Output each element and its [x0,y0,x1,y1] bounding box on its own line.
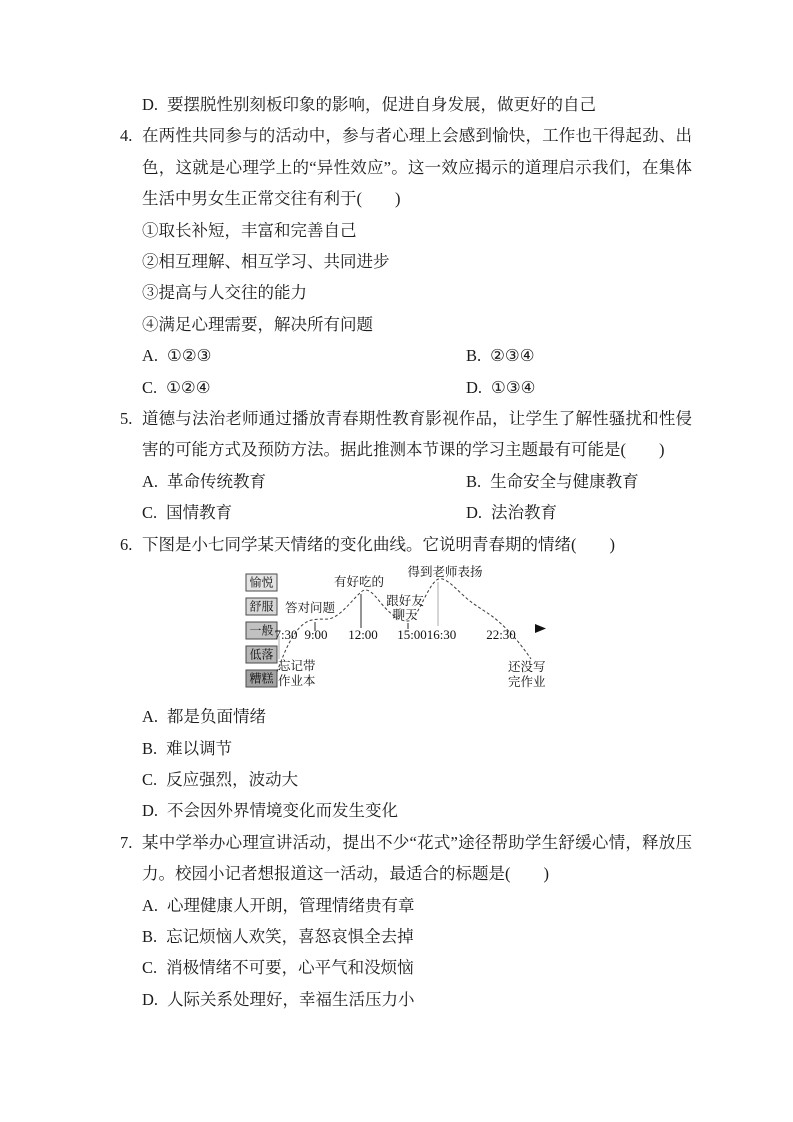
statement-1: ①取长补短，丰富和完善自己 [142,220,357,240]
time-7-30: 7:30 [274,627,298,643]
option-letter: D. [142,989,159,1009]
emotion-curve-svg [240,559,570,705]
option-text: 忘记烦恼人欢笑，喜怒哀惧全去掉 [166,926,414,946]
option-a [142,701,692,732]
options-grid [142,340,692,403]
option-text: 反应强烈，波动大 [166,769,299,789]
option-letter: D. [142,95,159,114]
statement-2: ②相互理解、相互学习、共同进步 [142,252,390,272]
option-b [466,340,692,371]
option-letter: B. [466,346,482,366]
option-a [142,890,692,921]
annotation-unfinished-homework-line2: 完作业 [508,675,546,690]
option-d [142,795,692,826]
option-text: 生命安全与健康教育 [490,471,639,491]
option-text: 消极情绪不可要，心平气和没烦恼 [166,958,414,978]
question-number: 6. [120,534,133,554]
option-a [142,340,466,371]
statement-3: ③提高与人交往的能力 [142,283,307,303]
options-list [142,701,692,827]
option-a [142,466,466,497]
time-15-00: 15:00 [397,627,427,643]
annotation-answered-correctly: 答对问题 [284,601,336,616]
option-text: 法治教育 [491,503,558,523]
option-letter: B. [142,738,158,758]
option-letter: D. [466,377,483,397]
options-grid [142,466,692,529]
option-letter: C. [142,503,158,523]
time-9-00: 9:00 [304,627,328,643]
annotation-teacher-praise: 得到老师表扬 [407,565,483,580]
option-b [142,733,692,764]
option-text: 都是负面情绪 [167,707,267,727]
option-d [142,984,692,1015]
time-16-30: 16:30 [426,627,457,643]
option-text: 革命传统教育 [167,471,267,491]
option-text: ①③④ [491,377,536,397]
question-number: 4. [120,126,133,146]
prev-question-option-d [120,89,692,120]
option-d [466,497,692,528]
axis-arrow-icon [535,624,546,633]
option-text: 心理健康人开朗，管理情绪贵有章 [167,895,415,915]
emotion-curve-chart [240,560,570,701]
annotation-chat-friend-line2: 聊天 [392,608,418,623]
statement-4: ④满足心理需要，解决所有问题 [142,314,373,334]
option-text: ②③④ [490,346,535,366]
annotation-unfinished-homework-line1: 还没写 [508,660,546,675]
option-text: ①②③ [167,346,212,366]
time-12-00: 12:00 [348,627,378,643]
option-text: ①②④ [166,377,211,397]
annotation-forgot-homework-line1: 忘记带 [278,659,316,674]
question-6 [120,529,692,827]
option-text: 难以调节 [166,738,233,758]
level-label-low: 低落 [249,647,274,662]
level-label-awful: 糟糕 [249,671,274,686]
annotation-chat-friend-line1: 跟好友 [386,594,424,609]
question-number: 7. [120,832,133,852]
level-label-joyful: 愉悦 [249,575,274,590]
option-letter: D. [142,801,159,821]
question-7 [120,827,692,1015]
exam-content [120,89,692,1015]
option-letter: B. [142,926,158,946]
option-text: 国情教育 [166,503,233,523]
option-b [466,466,692,497]
options-list [142,890,692,1016]
option-text: 要摆脱性别刻板印象的影响，促进自身发展，做更好的自己 [167,95,597,114]
level-label-neutral: 一般 [249,623,274,638]
question-number: 5. [120,409,133,429]
option-b [142,921,692,952]
option-letter: A. [142,895,159,915]
option-c [142,764,692,795]
annotation-forgot-homework-line2: 作业本 [278,674,316,689]
annotation-tasty-food: 有好吃的 [333,575,385,590]
option-text: 人际关系处理好，幸福生活压力小 [167,989,415,1009]
level-label-comfortable: 舒服 [249,599,274,614]
time-22-30: 22:30 [486,627,516,643]
question-stem: 下图是小七同学某天情绪的变化曲线。它说明青春期的情绪( ) [142,534,615,554]
option-c [142,497,466,528]
option-letter: B. [466,471,482,491]
option-c [142,952,692,983]
option-letter: D. [466,503,483,523]
question-5 [120,403,692,529]
question-stem: 道德与法治老师通过播放青春期性教育影视作品，让学生了解性骚扰和性侵害的可能方式及预防方法。据此推测本节课的学习主题最有可能是( ) [142,409,692,460]
question-stem: 在两性共同参与的活动中，参与者心理上会感到愉快，工作也干得起劲、出色，这就是心理学上的“异性效应”。这一效应揭示的道理启示我们，在集体生活中男女生正常交往有利于( ) [142,126,692,209]
option-letter: C. [142,377,158,397]
question-stem: 某中学举办心理宣讲活动，提出不少“花式”途径帮助学生舒缓心情，释放压力。校园小记者想报道这一活动，最适合的标题是( ) [142,832,692,884]
option-letter: C. [142,769,158,789]
option-c [142,372,466,403]
option-text: 不会因外界情境变化而发生变化 [167,801,399,821]
option-letter: A. [142,346,159,366]
option-letter: A. [142,471,159,491]
option-letter: C. [142,958,158,978]
option-letter: A. [142,707,159,727]
question-4 [120,120,692,403]
option-d [466,372,692,403]
